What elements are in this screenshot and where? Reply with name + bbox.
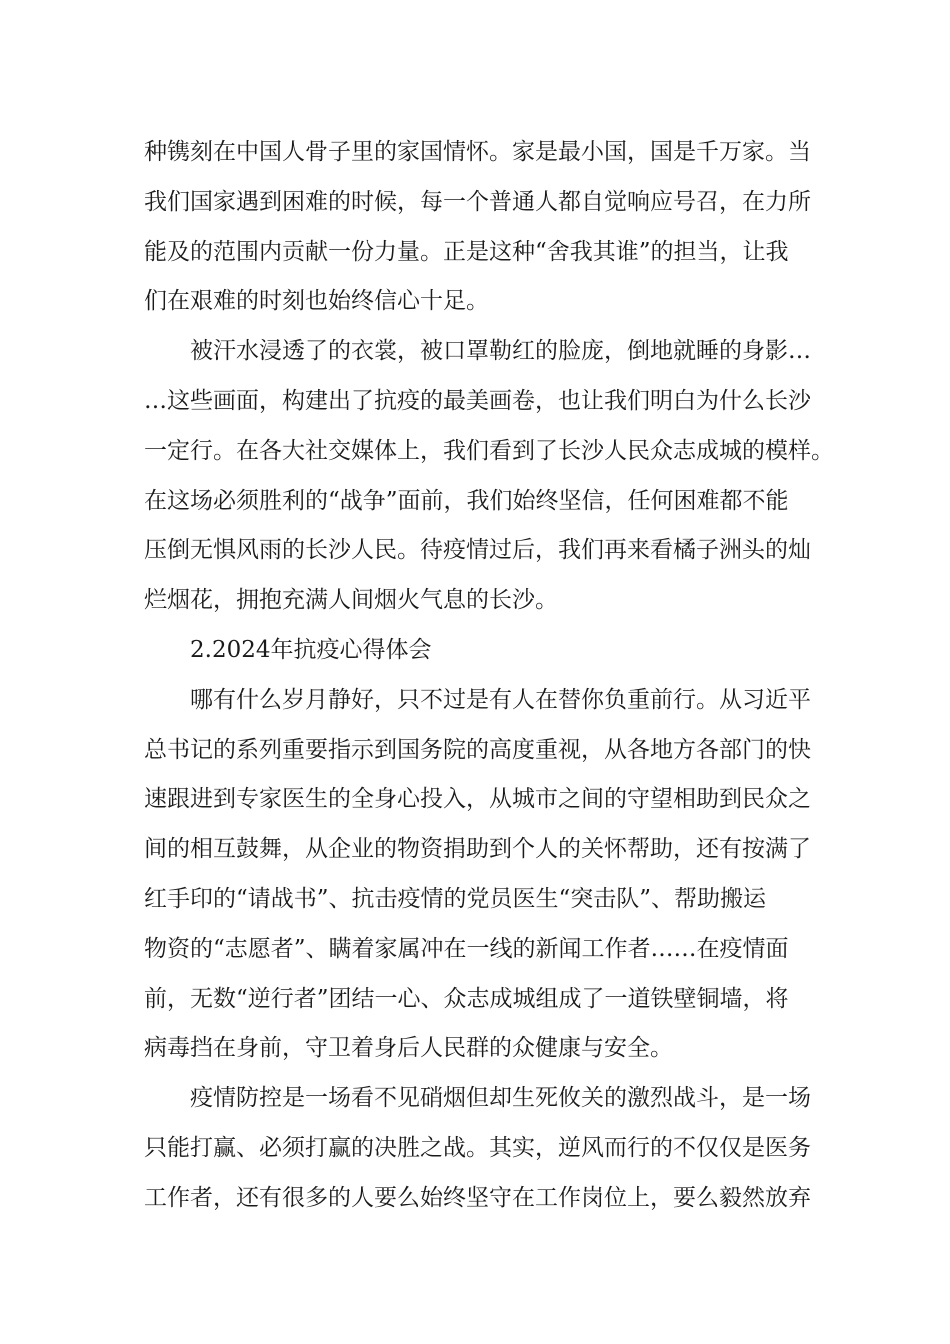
text-line: …这些画面，构建出了抗疫的最美画卷，也让我们明白为什么长沙 bbox=[144, 387, 811, 414]
text-line: 前，无数“逆行者”团结一心、众志成城组成了一道铁壁铜墙，将 bbox=[144, 985, 789, 1012]
text-line: 物资的“志愿者”、瞒着家属冲在一线的新闻工作者……在疫情面 bbox=[144, 935, 789, 962]
text-line: 速跟进到专家医生的全身心投入，从城市之间的守望相助到民众之 bbox=[144, 786, 811, 813]
text-line: 压倒无惧风雨的长沙人民。待疫情过后，我们再来看橘子洲头的灿 bbox=[144, 537, 811, 564]
text-line: 我们国家遇到困难的时候，每一个普通人都自觉响应号召，在力所 bbox=[144, 188, 811, 215]
body-text bbox=[144, 128, 834, 1224]
text-line: 种镌刻在中国人骨子里的家国情怀。家是最小国，国是千万家。当 bbox=[144, 139, 811, 165]
text-line: 在这场必须胜利的“战争”面前，我们始终坚信，任何困难都不能 bbox=[144, 487, 789, 514]
text-line: 总书记的系列重要指示到国务院的高度重视，从各地方各部门的快 bbox=[144, 736, 811, 763]
text-line: 烂烟花，拥抱充满人间烟火气息的长沙。 bbox=[144, 587, 558, 614]
paragraph-start: 被汗水浸透了的衣裳，被口罩勒红的脸庞，倒地就睡的身影… bbox=[190, 338, 811, 365]
paragraph-start: 疫情防控是一场看不见硝烟但却生死攸关的激烈战斗，是一场 bbox=[190, 1085, 811, 1112]
section-heading: 2.2024年抗疫心得体会 bbox=[190, 636, 432, 663]
text-line: 只能打赢、必须打赢的决胜之战。其实，逆风而行的不仅仅是医务 bbox=[144, 1134, 811, 1161]
text-line: 病毒挡在身前，守卫着身后人民群的众健康与安全。 bbox=[144, 1035, 673, 1062]
text-line: 能及的范围内贡献一份力量。正是这种“舍我其谁”的担当，让我 bbox=[144, 238, 789, 265]
text-line: 们在艰难的时刻也始终信心十足。 bbox=[144, 288, 489, 315]
text-line: 一定行。在各大社交媒体上，我们看到了长沙人民众志成城的模样。 bbox=[144, 437, 834, 464]
text-line: 工作者，还有很多的人要么始终坚守在工作岗位上，要么毅然放弃 bbox=[144, 1184, 811, 1211]
paragraph-start: 哪有什么岁月静好，只不过是有人在替你负重前行。从习近平 bbox=[190, 686, 811, 713]
text-line: 间的相互鼓舞，从企业的物资捐助到个人的关怀帮助，还有按满了 bbox=[144, 836, 811, 863]
text-line: 红手印的“请战书”、抗击疫情的党员医生“突击队”、帮助搬运 bbox=[144, 885, 767, 912]
